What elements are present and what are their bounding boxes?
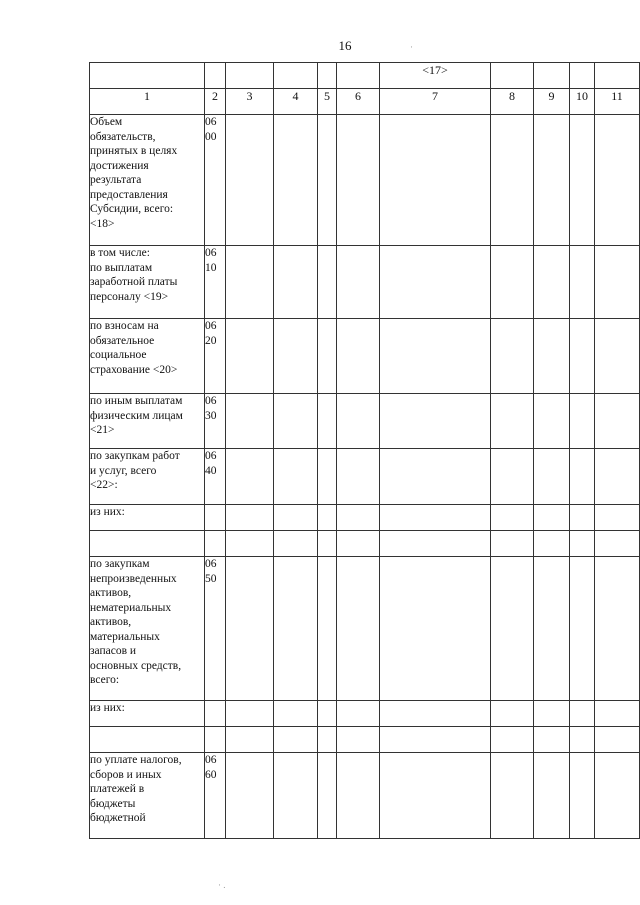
value-cell	[337, 701, 380, 727]
indicator-name-line: обязательств,	[90, 130, 156, 143]
column-number-row	[90, 89, 640, 115]
value-cell	[570, 394, 595, 449]
indicator-name-line: по уплате налогов,	[90, 754, 182, 766]
column-number: 6	[337, 89, 380, 115]
indicator-name-line: нематериальных	[90, 601, 172, 614]
indicator-name-line: предоставления	[90, 188, 168, 201]
report-table	[89, 62, 640, 839]
indicator-name-line: из них:	[90, 506, 125, 518]
row-code	[205, 531, 226, 557]
value-cell	[380, 727, 491, 753]
table-row	[90, 701, 640, 727]
table-row	[90, 531, 640, 557]
indicator-name-line: непроизведенных	[90, 572, 177, 585]
value-cell	[534, 505, 570, 531]
value-cell	[337, 505, 380, 531]
value-cell	[570, 505, 595, 531]
value-cell	[491, 449, 534, 505]
value-cell	[274, 701, 318, 727]
value-cell	[534, 394, 570, 449]
value-cell	[595, 246, 640, 319]
row-code-line: 10	[205, 261, 217, 274]
value-cell	[380, 394, 491, 449]
value-cell	[318, 394, 337, 449]
indicator-name	[90, 246, 205, 319]
row-code	[205, 505, 226, 531]
column-number: 5	[318, 89, 337, 115]
value-cell	[274, 505, 318, 531]
value-cell	[318, 449, 337, 505]
value-cell	[318, 727, 337, 753]
value-cell	[570, 246, 595, 319]
value-cell	[491, 701, 534, 727]
value-cell	[380, 505, 491, 531]
header-cell	[226, 63, 274, 89]
value-cell	[595, 531, 640, 557]
scan-speck: ·	[410, 42, 413, 52]
value-cell	[491, 394, 534, 449]
indicator-name-line: запасов и	[90, 645, 137, 657]
value-cell	[337, 449, 380, 505]
indicator-name-line: в том числе:	[90, 247, 150, 259]
header-cell	[274, 63, 318, 89]
indicator-name-line: бюджеты	[90, 797, 136, 810]
value-cell	[595, 557, 640, 701]
value-cell	[318, 505, 337, 531]
value-cell	[274, 246, 318, 319]
header-cell	[595, 63, 640, 89]
column-number: 4	[274, 89, 318, 115]
value-cell	[318, 557, 337, 701]
value-cell	[570, 557, 595, 701]
value-cell	[595, 505, 640, 531]
value-cell	[570, 727, 595, 753]
indicator-name	[90, 701, 205, 727]
table-row	[90, 449, 640, 505]
value-cell	[226, 727, 274, 753]
header-cell	[318, 63, 337, 89]
value-cell	[534, 115, 570, 246]
indicator-name	[90, 531, 205, 557]
value-cell	[595, 753, 640, 839]
value-cell	[318, 319, 337, 394]
value-cell	[491, 115, 534, 246]
value-cell	[380, 319, 491, 394]
row-code-line: 50	[205, 572, 217, 585]
value-cell	[595, 115, 640, 246]
row-code-line: 30	[205, 409, 217, 422]
value-cell	[380, 753, 491, 839]
value-cell	[337, 115, 380, 246]
row-code	[205, 246, 226, 319]
indicator-name-line: Объем	[90, 116, 123, 128]
value-cell	[595, 394, 640, 449]
value-cell	[318, 753, 337, 839]
table-row	[90, 115, 640, 246]
row-code	[205, 557, 226, 701]
indicator-name-line: <22>:	[90, 479, 118, 491]
value-cell	[337, 557, 380, 701]
value-cell	[380, 246, 491, 319]
indicator-name-line: всего:	[90, 674, 120, 686]
header-cell	[534, 63, 570, 89]
value-cell	[534, 727, 570, 753]
value-cell	[337, 531, 380, 557]
value-cell	[380, 557, 491, 701]
value-cell	[570, 115, 595, 246]
indicator-name-line: активов,	[90, 616, 132, 628]
indicator-name	[90, 449, 205, 505]
row-code-line: 06	[205, 558, 217, 570]
column-number: 2	[205, 89, 226, 115]
value-cell	[226, 246, 274, 319]
header-cell	[90, 63, 205, 89]
value-cell	[534, 557, 570, 701]
value-cell	[570, 701, 595, 727]
row-code-line: 06	[205, 754, 217, 766]
indicator-name-line: обязательное	[90, 334, 155, 347]
indicator-name-line: физическим лицам	[90, 409, 183, 422]
indicator-name	[90, 394, 205, 449]
value-cell	[318, 115, 337, 246]
value-cell	[226, 557, 274, 701]
table-row	[90, 505, 640, 531]
value-cell	[337, 246, 380, 319]
indicator-name-line: бюджетной	[90, 812, 146, 824]
value-cell	[337, 727, 380, 753]
value-cell	[380, 449, 491, 505]
value-cell	[570, 319, 595, 394]
column-number: 11	[595, 89, 640, 115]
row-code-line: 60	[205, 768, 217, 781]
indicator-name-line: сборов и иных	[90, 768, 162, 781]
page-number: 16	[338, 38, 352, 53]
scan-speck: · .	[218, 880, 226, 890]
row-code	[205, 449, 226, 505]
row-code-line: 06	[205, 395, 217, 407]
indicator-name-line: результата	[90, 174, 142, 186]
value-cell	[226, 394, 274, 449]
indicator-name-line: из них:	[90, 702, 125, 714]
value-cell	[274, 531, 318, 557]
value-cell	[318, 701, 337, 727]
value-cell	[570, 753, 595, 839]
indicator-name-line: по выплатам	[90, 261, 153, 274]
value-cell	[570, 449, 595, 505]
header-cell	[205, 63, 226, 89]
value-cell	[226, 319, 274, 394]
value-cell	[595, 727, 640, 753]
row-code-line: 06	[205, 116, 217, 128]
row-code-line: 00	[205, 130, 217, 143]
value-cell	[274, 115, 318, 246]
row-code	[205, 727, 226, 753]
value-cell	[337, 319, 380, 394]
value-cell	[534, 753, 570, 839]
value-cell	[337, 753, 380, 839]
value-cell	[380, 115, 491, 246]
value-cell	[226, 505, 274, 531]
value-cell	[274, 557, 318, 701]
value-cell	[491, 557, 534, 701]
indicator-name-line: социальное	[90, 349, 147, 361]
indicator-name	[90, 753, 205, 839]
value-cell	[491, 319, 534, 394]
indicator-name-line: платежей в	[90, 783, 145, 795]
value-cell	[337, 394, 380, 449]
indicator-name-line: по закупкам работ	[90, 450, 180, 462]
indicator-name-line: достижения	[90, 159, 149, 172]
table-row	[90, 319, 640, 394]
value-cell	[274, 727, 318, 753]
table-row	[90, 394, 640, 449]
indicator-name-line: <21>	[90, 424, 115, 436]
row-code-line: 06	[205, 320, 217, 332]
value-cell	[226, 753, 274, 839]
value-cell	[318, 531, 337, 557]
row-code-line: 40	[205, 464, 217, 477]
value-cell	[226, 449, 274, 505]
row-code	[205, 115, 226, 246]
table-row	[90, 753, 640, 839]
value-cell	[570, 531, 595, 557]
indicator-name-line: Субсидии, всего:	[90, 203, 174, 215]
indicator-name-line: основных средств,	[90, 659, 182, 672]
indicator-name-line: страхование <20>	[90, 363, 178, 376]
indicator-name	[90, 319, 205, 394]
indicator-name	[90, 505, 205, 531]
header-cell	[491, 63, 534, 89]
column-number: 10	[570, 89, 595, 115]
value-cell	[491, 727, 534, 753]
value-cell	[491, 753, 534, 839]
table-row	[90, 727, 640, 753]
row-code	[205, 753, 226, 839]
row-code	[205, 319, 226, 394]
value-cell	[226, 701, 274, 727]
indicator-name-line: принятых в целях	[90, 145, 178, 157]
value-cell	[380, 701, 491, 727]
indicator-name-line: активов,	[90, 587, 132, 599]
column-number: 9	[534, 89, 570, 115]
value-cell	[274, 449, 318, 505]
value-cell	[318, 246, 337, 319]
indicator-name-line: <18>	[90, 217, 115, 230]
value-cell	[491, 505, 534, 531]
column-number: 3	[226, 89, 274, 115]
column-number: 1	[90, 89, 205, 115]
value-cell	[534, 246, 570, 319]
indicator-name	[90, 727, 205, 753]
indicator-name	[90, 115, 205, 246]
value-cell	[595, 319, 640, 394]
indicator-name-line: по иным выплатам	[90, 395, 183, 407]
value-cell	[274, 753, 318, 839]
value-cell	[226, 531, 274, 557]
value-cell	[534, 319, 570, 394]
indicator-name	[90, 557, 205, 701]
row-code-line: 20	[205, 334, 217, 347]
header-cell	[570, 63, 595, 89]
indicator-name-line: заработной платы	[90, 276, 178, 288]
value-cell	[595, 701, 640, 727]
row-code	[205, 394, 226, 449]
column-number: 7	[380, 89, 491, 115]
row-code	[205, 701, 226, 727]
value-cell	[534, 449, 570, 505]
value-cell	[595, 449, 640, 505]
table-row	[90, 557, 640, 701]
value-cell	[491, 531, 534, 557]
value-cell	[226, 115, 274, 246]
value-cell	[274, 394, 318, 449]
indicator-name-line: материальных	[90, 630, 160, 643]
value-cell	[534, 701, 570, 727]
indicator-name-line: по закупкам	[90, 558, 150, 570]
column-number: 8	[491, 89, 534, 115]
indicator-name-line: и услуг, всего	[90, 464, 157, 477]
indicator-name-line: по взносам на	[90, 320, 159, 332]
header-row-top	[90, 63, 640, 89]
footnote-ref-cell: <17>	[380, 63, 491, 89]
value-cell	[380, 531, 491, 557]
row-code-line: 06	[205, 450, 217, 462]
value-cell	[534, 531, 570, 557]
value-cell	[491, 246, 534, 319]
indicator-name-line: персоналу <19>	[90, 290, 169, 303]
value-cell	[274, 319, 318, 394]
header-cell	[337, 63, 380, 89]
table-row	[90, 246, 640, 319]
row-code-line: 06	[205, 247, 217, 259]
